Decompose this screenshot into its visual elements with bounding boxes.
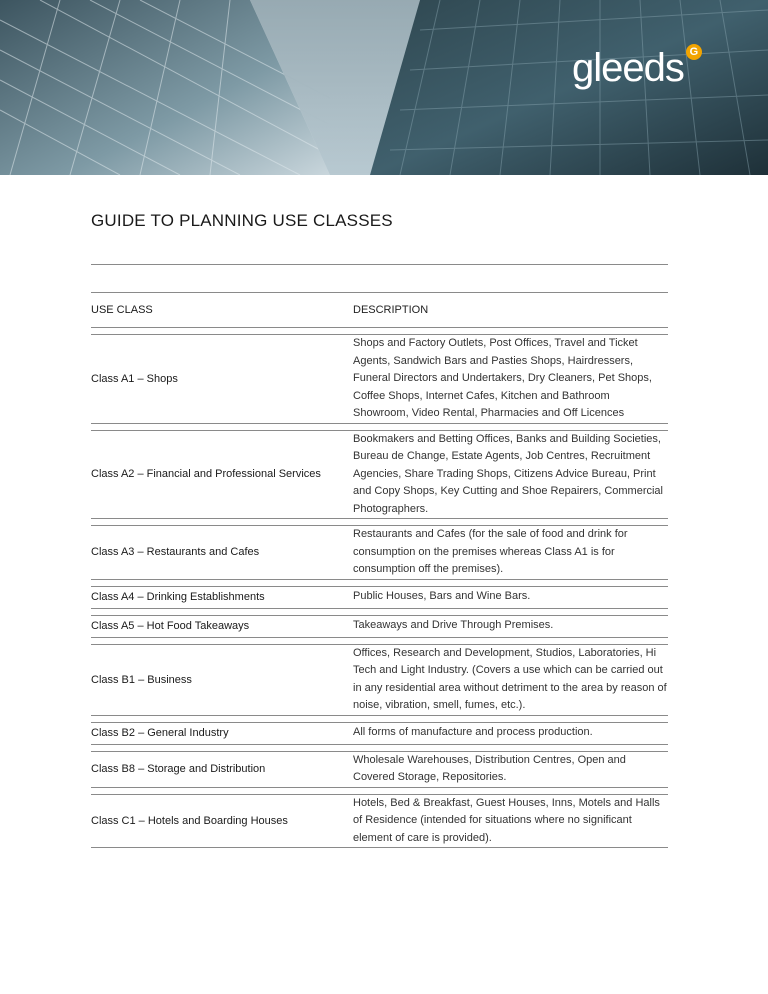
description-cell: Offices, Research and Development, Studios, Laboratories, Hi Tech and Light Industry. (Covers a use which can be carried out in any residential area without detriment to the area by reason of noise, vibration, smell, fumes, etc.). [353, 644, 668, 716]
logo-wordmark: gleeds [572, 46, 684, 90]
description-cell: All forms of manufacture and process production. [353, 722, 668, 745]
table-row [91, 751, 668, 788]
use-class-cell: Class C1 – Hotels and Boarding Houses [91, 794, 353, 849]
page-title: GUIDE TO PLANNING USE CLASSES [91, 211, 393, 230]
use-class-cell: Class A4 – Drinking Establishments [91, 586, 353, 609]
use-class-cell: Class B2 – General Industry [91, 722, 353, 745]
hero-banner [0, 0, 768, 175]
header-description: DESCRIPTION [353, 292, 668, 328]
description-cell: Bookmakers and Betting Offices, Banks and Building Societies, Bureau de Change, Estate Agents, Job Centres, Recruitment Agencies, Share Trading Shops, Citizens Advice Bureau, Print and Copy Shops, Key Cutting and Shoe Repairers, Commercial Photographers. [353, 430, 668, 520]
use-classes-table [91, 292, 668, 848]
use-class-cell: Class A2 – Financial and Professional Services [91, 430, 353, 520]
table-row [91, 430, 668, 520]
description-cell: Shops and Factory Outlets, Post Offices, Travel and Ticket Agents, Sandwich Bars and Pasties Shops, Hairdressers, Funeral Directors and Undertakers, Dry Cleaners, Pet Shops, Coffee Shops, Internet Cafes, Kitchen and Bathroom Showroom, Video Rental, Pharmacies and Off Licences [353, 334, 668, 424]
description-cell: Wholesale Warehouses, Distribution Centres, Open and Covered Storage, Repositories. [353, 751, 668, 788]
table-row [91, 794, 668, 849]
logo-badge: G [686, 44, 702, 60]
use-class-cell: Class B8 – Storage and Distribution [91, 751, 353, 788]
use-class-cell: Class A5 – Hot Food Takeaways [91, 615, 353, 638]
table-row [91, 525, 668, 580]
description-cell: Restaurants and Cafes (for the sale of food and drink for consumption on the premises whereas Class A1 is for consumption off the premises). [353, 525, 668, 580]
table-row [91, 586, 668, 609]
table-header-row [91, 292, 668, 328]
header-use-class: USE CLASS [91, 292, 353, 328]
table-row [91, 722, 668, 745]
description-cell: Public Houses, Bars and Wine Bars. [353, 586, 668, 609]
use-class-cell: Class A1 – Shops [91, 334, 353, 424]
table-row [91, 334, 668, 424]
use-class-cell: Class A3 – Restaurants and Cafes [91, 525, 353, 580]
divider [91, 264, 668, 265]
description-cell: Hotels, Bed & Breakfast, Guest Houses, Inns, Motels and Halls of Residence (intended for situations where no significant element of care is provided). [353, 794, 668, 849]
description-cell: Takeaways and Drive Through Premises. [353, 615, 668, 638]
gleeds-logo [572, 48, 702, 98]
table-row [91, 615, 668, 638]
use-class-cell: Class B1 – Business [91, 644, 353, 716]
table-row [91, 644, 668, 716]
